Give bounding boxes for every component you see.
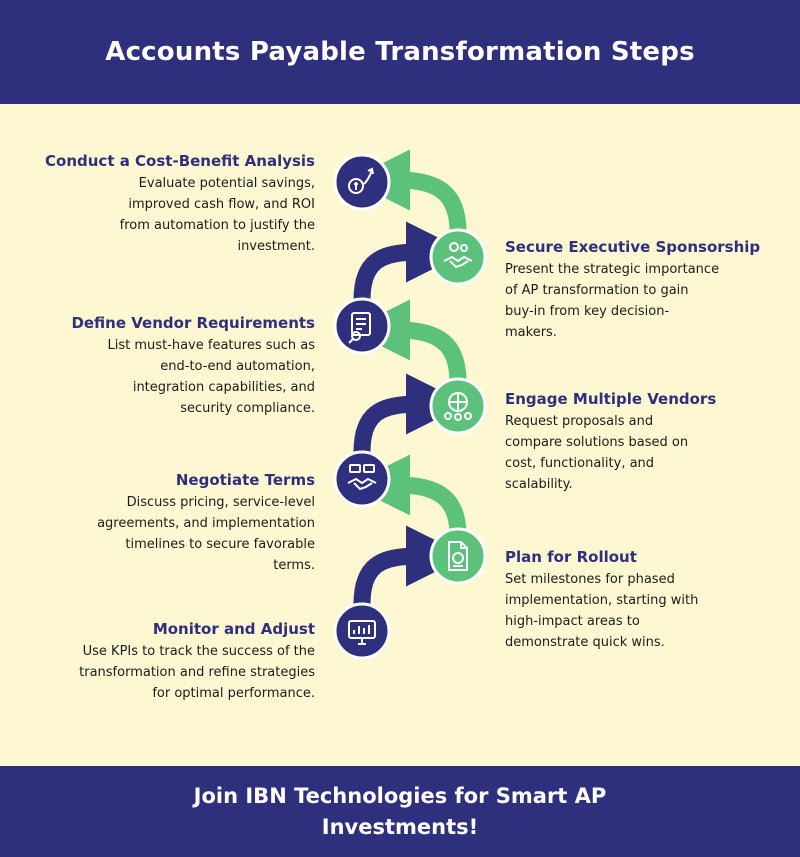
step-node-2: [431, 230, 485, 284]
step-monitor-adjust: [15, 620, 315, 704]
step-engage-vendors: [505, 390, 765, 495]
step-title: Engage Multiple Vendors: [505, 390, 717, 408]
footer-banner: [0, 766, 800, 857]
step-negotiate-terms: [15, 471, 315, 576]
step-title: Monitor and Adjust: [152, 620, 315, 638]
flow-arrow-navy: [362, 252, 418, 300]
flow-arrow-navy: [362, 556, 418, 604]
step-title: Define Vendor Requirements: [71, 314, 315, 332]
flow-arrow-green: [398, 485, 458, 535]
step-description: Use KPIs to track the success of the transformation and refine strategies for optimal performance.: [79, 644, 315, 701]
step-node-5: [335, 452, 389, 506]
footer-cta-text: Join IBN Technologies for Smart AP Investments!: [193, 783, 607, 839]
step-description: Present the strategic importance of AP transformation to gain buy-in from key decision-makers.: [505, 262, 720, 340]
step-description: Request proposals and compare solutions based on cost, functionality, and scalability.: [505, 414, 689, 492]
flow-arrow-green: [398, 330, 458, 382]
step-vendor-requirements: [15, 314, 315, 419]
flow-arrow-navy: [362, 404, 418, 452]
step-node-1: [335, 155, 389, 209]
step-cost-benefit: [15, 152, 315, 257]
step-description: List must-have features such as end-to-end automation, integration capabilities, and security compliance.: [107, 338, 315, 416]
step-title: Secure Executive Sponsorship: [505, 238, 761, 256]
step-description: Discuss pricing, service-level agreements, and implementation timelines to secure favorable terms.: [97, 495, 315, 573]
step-node-3: [335, 299, 389, 353]
step-title: Conduct a Cost-Benefit Analysis: [45, 152, 315, 170]
step-description: Set milestones for phased implementation, starting with high-impact areas to demonstrate quick wins.: [505, 572, 699, 650]
step-description: Evaluate potential savings, improved cash flow, and ROI from automation to justify the investment.: [119, 176, 315, 254]
step-node-7: [335, 604, 389, 658]
flow-arrow-green: [398, 180, 458, 232]
page-title: Accounts Payable Transformation Steps: [105, 37, 695, 67]
step-node-4: [431, 379, 485, 433]
step-title: Negotiate Terms: [175, 471, 315, 489]
step-node-6: [431, 529, 485, 583]
step-executive-sponsorship: [505, 238, 765, 343]
step-title: Plan for Rollout: [505, 548, 637, 566]
step-plan-rollout: [505, 548, 765, 653]
